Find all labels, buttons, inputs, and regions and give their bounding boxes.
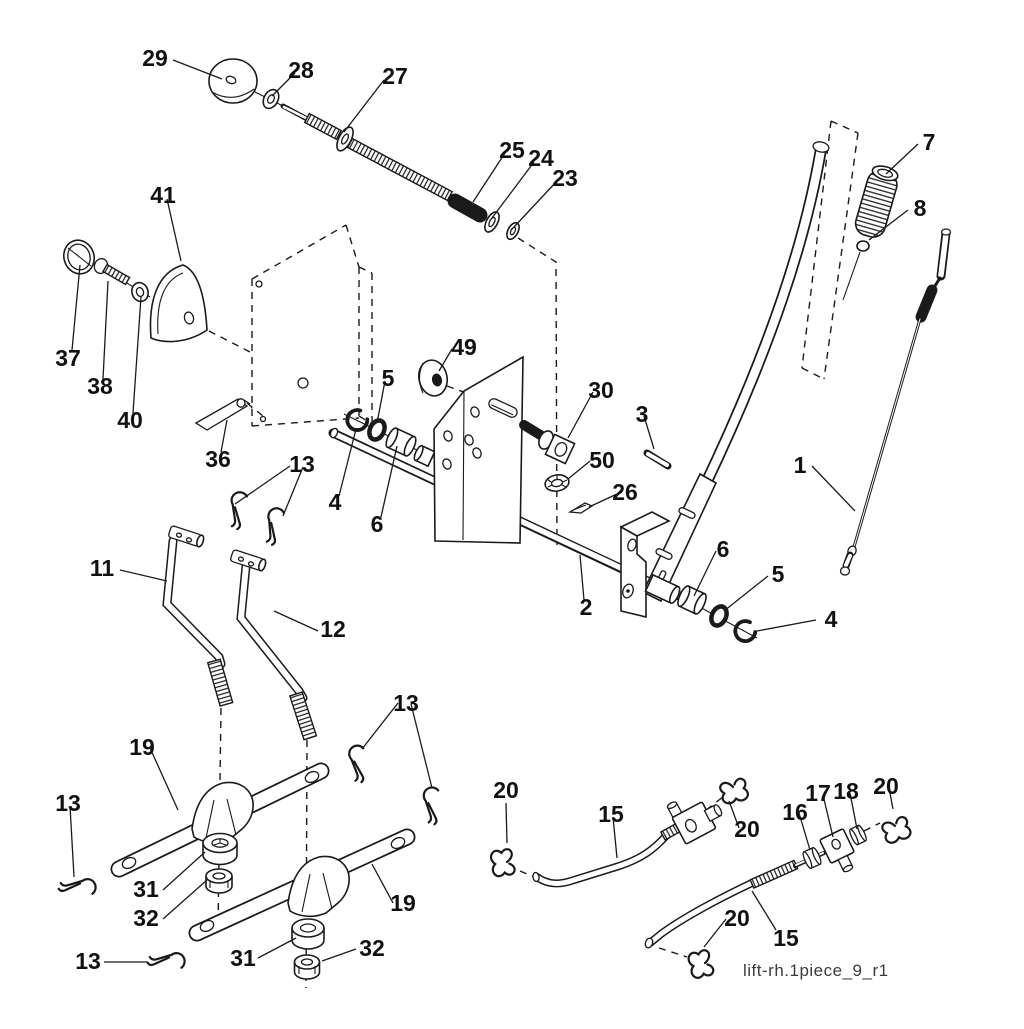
lift-rod-15-a [532,784,727,884]
diagram-caption: lift-rh.1piece_9_r1 [743,961,889,980]
callout-4-left: 4 [328,489,342,515]
callout-11: 11 [89,555,115,581]
cam-bracket-41 [150,265,207,342]
callout-13-b: 13 [75,948,101,974]
callout-32-b: 32 [359,935,385,961]
callout-41: 41 [150,182,176,208]
callout-20-d: 20 [724,905,750,931]
callout-23: 23 [552,165,578,191]
bowtie-clip-20 [719,778,750,806]
callout-24: 24 [528,145,554,171]
callout-15-b: 15 [773,925,799,951]
callout-18: 18 [833,778,859,804]
callout-31-a: 31 [133,876,159,902]
callout-7: 7 [922,129,936,155]
callout-1: 1 [793,452,807,478]
callout-20-b: 20 [734,816,760,842]
hex-nut-32-b [295,955,320,979]
shoulder-bushing-31-a [203,834,237,865]
hex-nut-32-a [206,869,232,893]
callout-13-top: 13 [289,451,315,477]
plunger-bolt-30 [524,425,575,464]
callout-19-b: 19 [390,890,416,916]
adjustment-rod-assembly [283,106,522,241]
roll-pin-3 [647,453,668,466]
callout-8: 8 [913,195,927,221]
lift-rod-15-b [644,824,868,948]
callout-29: 29 [142,45,168,71]
callout-31-b: 31 [230,945,256,971]
callout-17: 17 [805,780,831,806]
callout-28: 28 [288,57,314,83]
callout-3: 3 [635,401,649,427]
washer-5-right [708,604,729,628]
callout-6-left: 6 [370,511,384,537]
lift-link-12 [230,549,316,739]
bushing-6-right [676,585,709,616]
callout-4-right: 4 [824,606,838,632]
washer-40 [129,280,150,303]
callout-13-a: 13 [55,790,81,816]
hairpin-clip-13 [58,874,96,896]
callout-2: 2 [579,594,593,620]
callout-37: 37 [55,345,81,371]
hairpin-clip-13 [347,745,366,782]
lock-washer-50 [544,473,570,493]
jam-nut-28 [260,87,282,111]
callout-20-a: 20 [493,777,519,803]
callout-27: 27 [382,63,408,89]
knob-29 [209,59,257,103]
lift-cable-1 [841,229,951,575]
hairpin-clip-13 [420,786,441,824]
lift-link-11 [167,525,233,706]
lift-handle-lever [643,140,830,601]
spring-25 [455,201,480,215]
callout-38: 38 [87,373,113,399]
jam-nut-18 [848,824,867,845]
callout-5-right: 5 [771,561,785,587]
callout-15-a: 15 [598,801,624,827]
jam-nut-16 [801,847,822,870]
handle-grip-7 [853,163,902,251]
callout-13-mid: 13 [393,690,419,716]
latch-lever-36 [196,399,250,430]
spacer-sleeve [413,445,435,467]
callout-50: 50 [589,447,615,473]
callout-36: 36 [205,446,231,472]
callout-6-right: 6 [716,536,730,562]
callout-16: 16 [782,799,808,825]
callout-19-a: 19 [129,734,155,760]
callout-12: 12 [320,616,346,642]
bowtie-clip-20 [687,949,715,980]
bushing-6-left [384,427,418,458]
hairpin-clip-13 [147,948,185,970]
hairpin-clip-13 [258,506,287,546]
shoulder-bushing-31-b [292,919,324,949]
callout-32-a: 32 [133,905,159,931]
callout-30: 30 [588,377,614,403]
callout-20-c: 20 [873,773,899,799]
callout-26: 26 [612,479,638,505]
grommet-49 [416,357,451,398]
callout-25: 25 [499,137,525,163]
push-clip-26 [570,503,592,513]
callout-40: 40 [117,407,143,433]
bolt-38 [92,257,129,285]
bowtie-clip-20 [490,848,516,877]
plunger-button-8 [857,241,869,251]
callout-5-left: 5 [381,365,395,391]
bowtie-clip-20 [881,816,913,845]
callout-49: 49 [451,334,477,360]
